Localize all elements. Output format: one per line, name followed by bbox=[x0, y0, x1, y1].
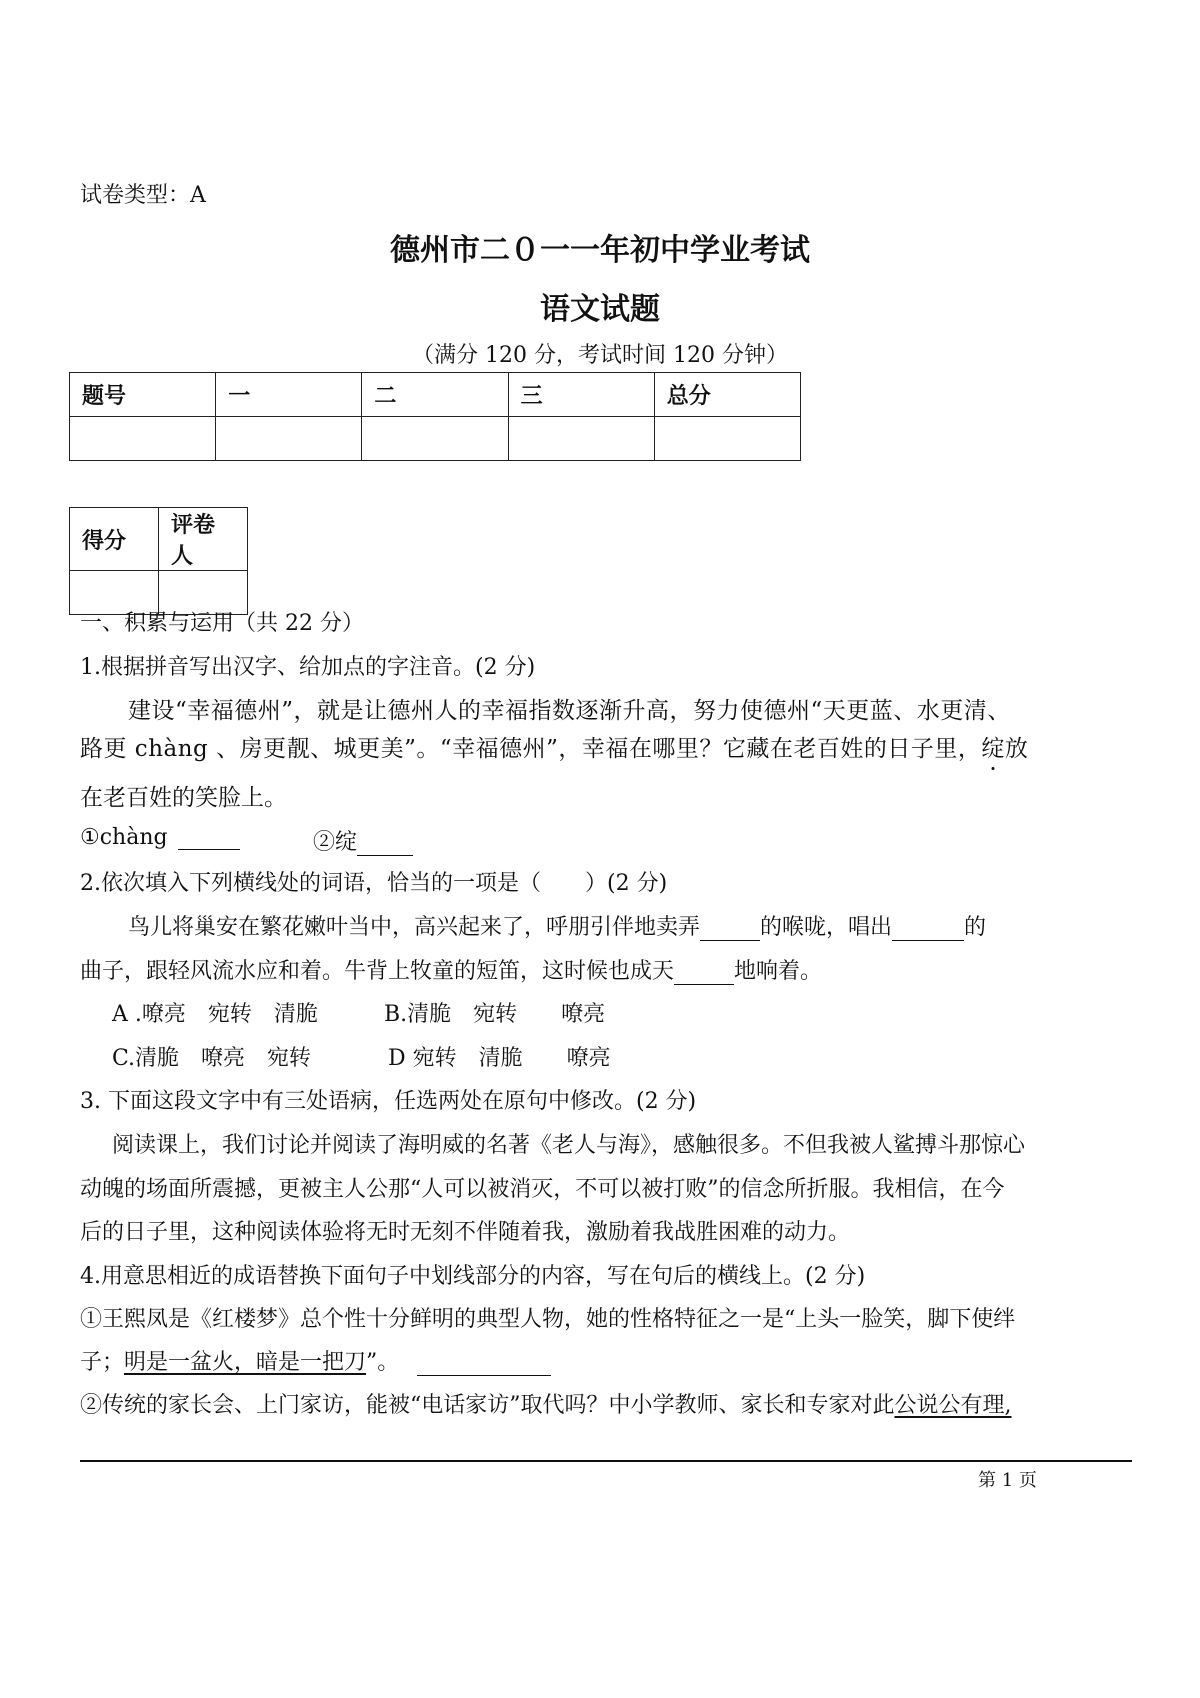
score-header-1: 一 bbox=[216, 373, 362, 417]
q3-prompt: 3. 下面这段文字中有三处语病，任选两处在原句中修改。(2 分) bbox=[80, 1089, 697, 1114]
score-header-3: 三 bbox=[508, 373, 654, 417]
q2-blank1[interactable] bbox=[700, 918, 760, 941]
score-cell-total[interactable] bbox=[654, 417, 800, 461]
q1-prompt: 1.根据拼音写出汉字、给加点的字注音。(2 分) bbox=[80, 655, 536, 680]
score-cell-number[interactable] bbox=[70, 417, 216, 461]
score-table bbox=[69, 372, 801, 461]
q1-blank2-line[interactable] bbox=[357, 833, 413, 856]
q1-dotted-char: 绽 bbox=[981, 736, 1005, 762]
section-heading: 一、积累与运用（共 22 分） bbox=[80, 611, 364, 636]
paper-type: 试卷类型：A bbox=[80, 183, 206, 208]
q2-option-b[interactable]: B.清脆 宛转 嘹亮 bbox=[384, 1002, 606, 1027]
q2-option-d[interactable]: D 宛转 清脆 嘹亮 bbox=[388, 1046, 611, 1071]
q3-line1: 阅读课上，我们讨论并阅读了海明威的名著《老人与海》，感触很多。不但我被人鲨搏斗那惊心 bbox=[112, 1133, 1026, 1158]
q2-line2 bbox=[80, 954, 822, 985]
q2-option-c[interactable]: C.清脆 嘹亮 宛转 bbox=[112, 1046, 312, 1071]
q3-line3: 后的日子里，这种阅读体验将无时无刻不伴随着我，激励着我战胜困难的动力。 bbox=[80, 1220, 851, 1245]
q4-item2-underlined: 公说公有理, bbox=[894, 1393, 1012, 1418]
footer-divider bbox=[80, 1460, 1132, 1462]
exam-note: （满分 120 分，考试时间 120 分钟） bbox=[412, 343, 788, 368]
q2-line1 bbox=[128, 910, 986, 941]
grader-table bbox=[69, 507, 248, 615]
q1-blank1-label: ①chàng bbox=[80, 825, 168, 850]
exam-subtitle: 语文试题 bbox=[540, 292, 660, 327]
q4-item1-answer-line[interactable] bbox=[417, 1353, 551, 1376]
q4-item2-pre: ②传统的家长会、上门家访，能被“电话家访”取代吗？中小学教师、家长和专家对此 bbox=[80, 1393, 895, 1418]
score-header-2: 二 bbox=[362, 373, 508, 417]
q4-prompt: 4.用意思相近的成语替换下面句子中划线部分的内容，写在句后的横线上。(2 分) bbox=[80, 1264, 866, 1289]
q1-line2-text: 路更 chàng 、房更靓、城更美”。“幸福德州”，幸福在哪里？它藏在老百姓的日子里， bbox=[80, 736, 982, 762]
q4-item1-post: ”。 bbox=[366, 1350, 400, 1375]
q4-item1-line2 bbox=[80, 1345, 551, 1376]
q3-line2: 动魄的场面所震撼，更被主人公那“人可以被消灭，不可以被打败”的信念所折服。我相信，在今 bbox=[80, 1177, 1005, 1202]
score-cell-3[interactable] bbox=[508, 417, 654, 461]
exam-title: 德州市二０一一年初中学业考试 bbox=[390, 233, 810, 268]
q1-line2 bbox=[80, 730, 1028, 763]
q2-line1-b: 的喉咙，唱出 bbox=[760, 915, 893, 940]
q2-blank2[interactable] bbox=[892, 918, 964, 941]
q1-line2-end: 放 bbox=[1004, 736, 1029, 762]
q4-item1-pre: 子； bbox=[80, 1350, 125, 1375]
score-header-number: 题号 bbox=[70, 373, 216, 417]
grader-header-score: 得分 bbox=[70, 508, 159, 571]
q1-line1: 建设“幸福德州”，就是让德州人的幸福指数逐渐升高，努力使德州“天更蓝、水更清、 bbox=[128, 698, 1011, 724]
page-number: 第 1 页 bbox=[978, 1470, 1037, 1491]
q2-line2-b: 地响着。 bbox=[734, 959, 823, 984]
q4-item1-line1: ①王熙凤是《红楼梦》总个性十分鲜明的典型人物，她的性格特征之一是“上头一脸笑，脚下使绊 bbox=[80, 1307, 1016, 1332]
q4-item2 bbox=[80, 1388, 1012, 1419]
q1-line3: 在老百姓的笑脸上。 bbox=[80, 785, 287, 811]
q1-blank1 bbox=[80, 825, 240, 850]
q2-option-a[interactable]: A .嘹亮 宛转 清脆 bbox=[112, 1002, 318, 1027]
q4-item1-underlined: 明是一盆火，暗是一把刀 bbox=[124, 1350, 367, 1375]
q2-blank3[interactable] bbox=[674, 962, 734, 985]
q2-prompt: 2.依次填入下列横线处的词语，恰当的一项是（ ）(2 分) bbox=[80, 871, 668, 896]
score-header-total: 总分 bbox=[654, 373, 800, 417]
score-cell-2[interactable] bbox=[362, 417, 508, 461]
q1-blank2 bbox=[313, 825, 413, 856]
q2-line1-c: 的 bbox=[964, 915, 987, 940]
score-cell-1[interactable] bbox=[216, 417, 362, 461]
q1-blank1-line[interactable] bbox=[178, 827, 240, 850]
q2-line2-a: 曲子，跟轻风流水应和着。牛背上牧童的短笛，这时候也成天 bbox=[80, 959, 675, 984]
grader-header-reviewer: 评卷人 bbox=[159, 508, 248, 571]
q1-blank2-label: ②绽 bbox=[313, 830, 358, 855]
q2-line1-a: 鸟儿将巢安在繁花嫩叶当中，高兴起来了，呼朋引伴地卖弄 bbox=[128, 915, 701, 940]
